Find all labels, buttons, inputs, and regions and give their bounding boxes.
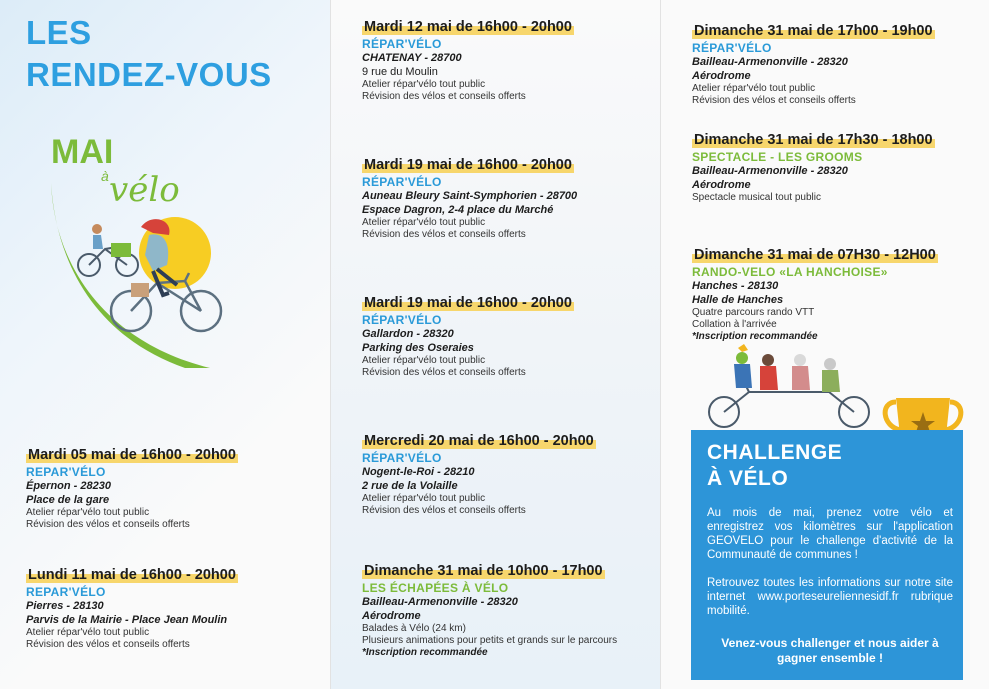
challenge-title-1: CHALLENGE <box>707 441 843 464</box>
event-note: *Inscription recommandée <box>362 647 488 658</box>
event-detail: Atelier répar'vélo tout public <box>362 355 486 366</box>
event-detail: Atelier répar'vélo tout public <box>26 507 150 518</box>
event-card <box>692 246 938 343</box>
event-detail: Balades à Vélo (24 km) <box>362 623 466 634</box>
event-type: RÉPAR'VÉLO <box>362 313 442 327</box>
event-location: Hanches - 28130 <box>692 280 779 292</box>
event-card <box>26 566 238 651</box>
event-address: Place de la gare <box>26 494 110 506</box>
event-card <box>362 562 617 659</box>
event-date: Dimanche 31 mai de 07H30 - 12H00 <box>694 247 936 263</box>
event-type: RÉPAR'VÉLO <box>362 451 442 465</box>
event-detail: Plusieurs animations pour petits et grands sur le parcours <box>362 635 618 646</box>
event-detail: Atelier répar'vélo tout public <box>692 83 816 94</box>
event-detail: Atelier répar'vélo tout public <box>362 493 486 504</box>
tandem-bike-illustration <box>704 342 874 430</box>
event-detail: Collation à l'arrivée <box>692 319 777 330</box>
event-date: Mercredi 20 mai de 16h00 - 20h00 <box>364 433 594 449</box>
event-type: RÉPAR'VÉLO <box>362 175 442 189</box>
event-detail: Révision des vélos et conseils offerts <box>362 505 526 516</box>
logo-a: à <box>101 168 109 184</box>
fold-line <box>330 0 331 689</box>
event-card <box>26 446 238 531</box>
event-card <box>362 156 577 241</box>
event-location: Bailleau-Armenonville - 28320 <box>692 56 848 68</box>
event-address: Parvis de la Mairie - Place Jean Moulin <box>26 614 228 626</box>
event-detail: Révision des vélos et conseils offerts <box>362 367 526 378</box>
event-location: Bailleau-Armenonville - 28320 <box>362 596 518 608</box>
event-type: RANDO-VELO «LA HANCHOISE» <box>692 265 888 279</box>
event-address: Espace Dagron, 2-4 place du Marché <box>362 204 554 216</box>
event-location: Gallardon - 28320 <box>362 328 454 340</box>
challenge-paragraph: Au mois de mai, prenez votre vélo et enregistrez vos kilomètres sur l'application GEOVELO pour le challenge d'activité de la Communauté de communes ! <box>707 507 953 561</box>
child-figure <box>92 224 102 234</box>
title-line-2: RENDEZ-VOUS <box>26 56 272 93</box>
event-detail: Révision des vélos et conseils offerts <box>26 639 190 650</box>
event-date: Mardi 12 mai de 16h00 - 20h00 <box>364 19 572 35</box>
challenge-box <box>691 430 963 680</box>
event-date: Mardi 19 mai de 16h00 - 20h00 <box>364 295 572 311</box>
child-body <box>93 235 103 249</box>
event-date: Dimanche 31 mai de 10h00 - 17h00 <box>364 563 603 579</box>
challenge-title-2: À VÉLO <box>707 467 789 490</box>
event-card <box>692 131 935 204</box>
event-address: Aérodrome <box>692 179 751 191</box>
event-detail: Atelier répar'vélo tout public <box>362 79 486 90</box>
event-type: REPAR'VÉLO <box>26 465 106 479</box>
event-address: 2 rue de la Volaille <box>362 480 458 492</box>
event-detail: Atelier répar'vélo tout public <box>26 627 150 638</box>
event-card <box>362 18 574 103</box>
event-type: REPAR'VÉLO <box>26 585 106 599</box>
event-address: Aérodrome <box>362 610 421 622</box>
bag <box>131 283 149 297</box>
event-type: RÉPAR'VÉLO <box>692 41 772 55</box>
event-card <box>362 294 574 379</box>
event-date: Mardi 19 mai de 16h00 - 20h00 <box>364 157 572 173</box>
event-detail: Quatre parcours rando VTT <box>692 307 815 318</box>
event-location: CHATENAY - 28700 <box>362 52 462 64</box>
title-line-1: LES <box>26 14 92 51</box>
event-detail: Atelier répar'vélo tout public <box>362 217 486 228</box>
bike-box <box>111 243 131 257</box>
event-date: Dimanche 31 mai de 17h30 - 18h00 <box>694 132 933 148</box>
event-date: Lundi 11 mai de 16h00 - 20h00 <box>28 567 236 583</box>
event-date: Dimanche 31 mai de 17h00 - 19h00 <box>694 23 933 39</box>
event-detail: Révision des vélos et conseils offerts <box>362 229 526 240</box>
event-address: 9 rue du Moulin <box>362 66 438 78</box>
event-location: Épernon - 28230 <box>26 480 111 492</box>
event-date: Mardi 05 mai de 16h00 - 20h00 <box>28 447 236 463</box>
event-detail: Révision des vélos et conseils offerts <box>362 91 526 102</box>
mai-a-velo-illustration <box>45 125 245 370</box>
event-address: Parking des Oseraies <box>362 342 474 354</box>
challenge-info: Retrouvez toutes les informations sur notre site internet www.porteseureliennesidf.fr rubrique mobilité. <box>707 577 953 617</box>
event-type: SPECTACLE - LES GROOMS <box>692 150 863 164</box>
event-note: *Inscription recommandée <box>692 331 818 342</box>
logo-velo: vélo <box>109 170 180 210</box>
event-card <box>362 432 596 517</box>
event-type: RÉPAR'VÉLO <box>362 37 442 51</box>
event-location: Pierres - 28130 <box>26 600 104 612</box>
event-type: LES ÉCHAPÉES À VÉLO <box>362 581 509 595</box>
event-address: Aérodrome <box>692 70 751 82</box>
logo-mai: MAI <box>51 133 114 171</box>
event-card <box>692 22 935 107</box>
fold-line <box>660 0 661 689</box>
event-address: Halle de Hanches <box>692 294 784 306</box>
event-location: Bailleau-Armenonville - 28320 <box>692 165 848 177</box>
challenge-cta: Venez-vous challenger et nous aider à gagner ensemble ! <box>721 636 939 665</box>
event-detail: Spectacle musical tout public <box>692 192 821 203</box>
event-location: Auneau Bleury Saint-Symphorien - 28700 <box>362 190 578 202</box>
event-detail: Révision des vélos et conseils offerts <box>692 95 856 106</box>
big-bike <box>111 273 221 331</box>
event-location: Nogent-le-Roi - 28210 <box>362 466 475 478</box>
event-detail: Révision des vélos et conseils offerts <box>26 519 190 530</box>
